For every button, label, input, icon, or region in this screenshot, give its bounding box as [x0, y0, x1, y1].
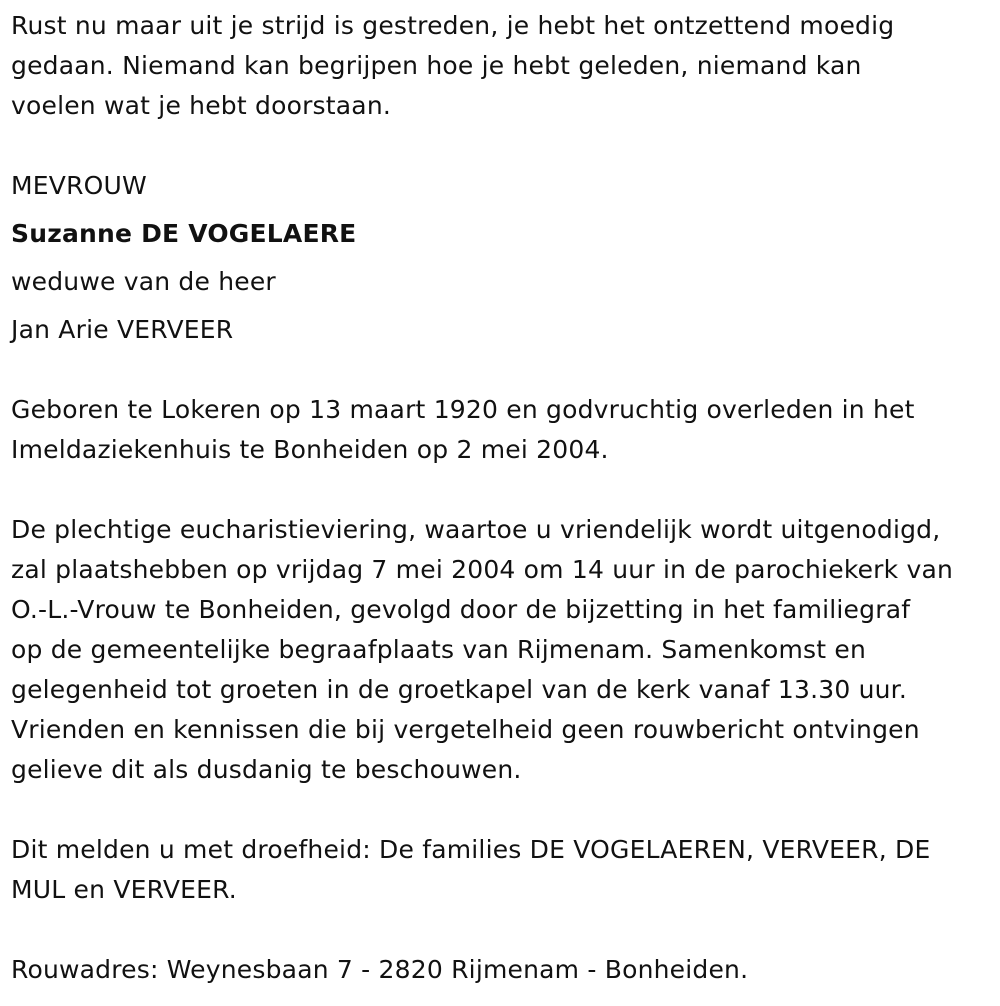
- ceremony-line: Vrienden en kennissen die bij vergetelheid geen rouwbericht ontvingen: [11, 715, 920, 744]
- mourning-address: Rouwadres: Weynesbaan 7 - 2820 Rijmenam - Bonheiden.: [11, 955, 749, 984]
- deceased-title: MEVROUW: [11, 171, 147, 200]
- poem-line: Rust nu maar uit je strijd is gestreden, je hebt het ontzettend moedig: [11, 11, 895, 40]
- ceremony-line: De plechtige eucharistieviering, waartoe u vriendelijk wordt uitgenodigd,: [11, 515, 941, 544]
- ceremony-line: op de gemeentelijke begraafplaats van Rijmenam. Samenkomst en: [11, 635, 867, 664]
- ceremony-line: zal plaatshebben op vrijdag 7 mei 2004 om 14 uur in de parochiekerk van: [11, 555, 954, 584]
- announcement-line: MUL en VERVEER.: [11, 875, 237, 904]
- poem-line: voelen wat je hebt doorstaan.: [11, 91, 392, 120]
- birth-death-line: Imeldaziekenhuis te Bonheiden op 2 mei 2004.: [11, 435, 609, 464]
- ceremony-line: gelegenheid tot groeten in de groetkapel van de kerk vanaf 13.30 uur.: [11, 675, 908, 704]
- deceased-name: Suzanne DE VOGELAERE: [11, 219, 357, 248]
- deceased-relation: weduwe van de heer: [11, 267, 276, 296]
- ceremony-line: gelieve dit als dusdanig te beschouwen.: [11, 755, 522, 784]
- poem-line: gedaan. Niemand kan begrijpen hoe je hebt geleden, niemand kan: [11, 51, 862, 80]
- spouse-name: Jan Arie VERVEER: [11, 315, 234, 344]
- ceremony-line: O.-L.-Vrouw te Bonheiden, gevolgd door de bijzetting in het familiegraf: [11, 595, 911, 624]
- birth-death-line: Geboren te Lokeren op 13 maart 1920 en godvruchtig overleden in het: [11, 395, 915, 424]
- announcement-line: Dit melden u met droefheid: De families DE VOGELAEREN, VERVEER, DE: [11, 835, 931, 864]
